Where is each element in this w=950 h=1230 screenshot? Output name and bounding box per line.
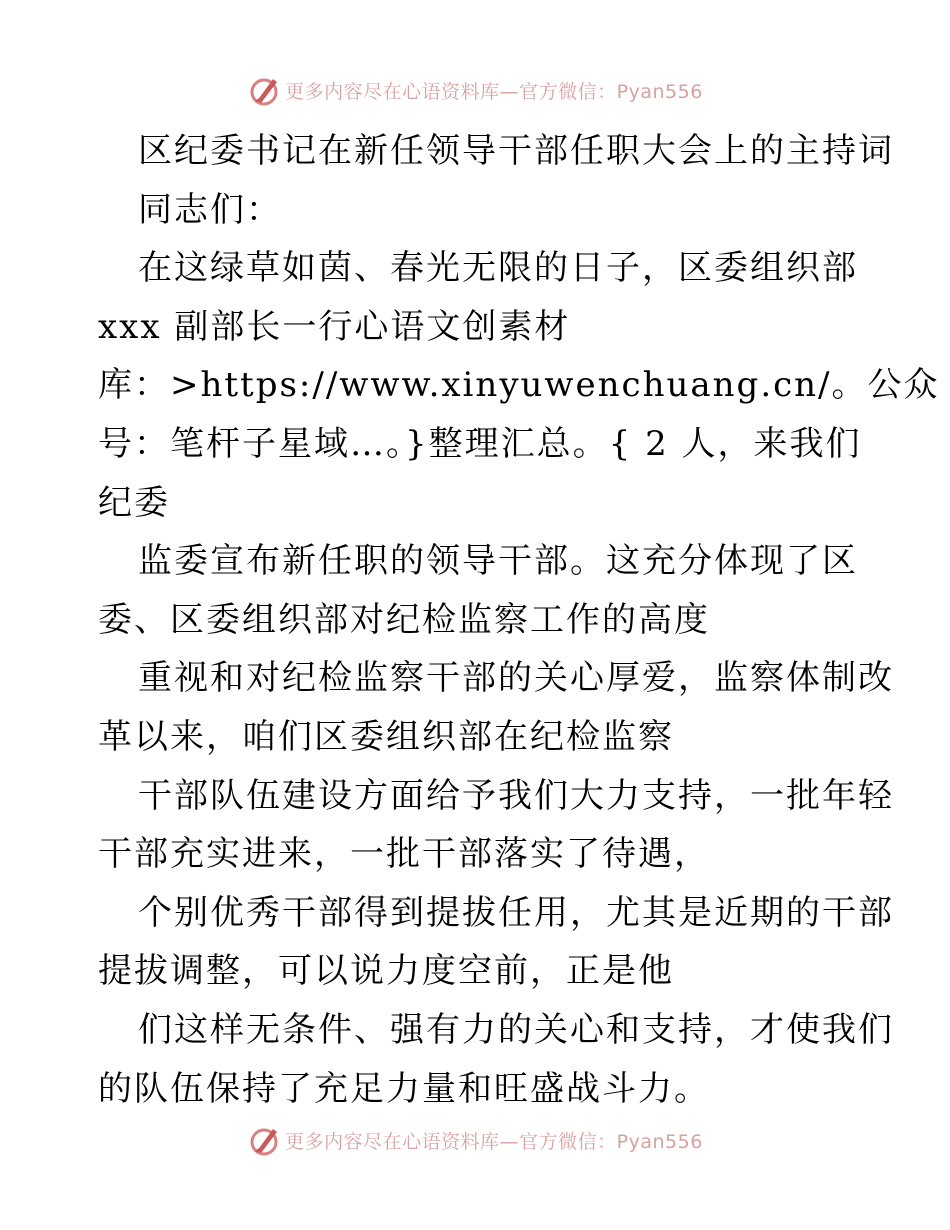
- text-line: 干部充实进来，一批干部落实了待遇，: [98, 834, 710, 875]
- text-line: 提拔调整，可以说力度空前，正是他: [98, 951, 674, 992]
- text-line: 库：>https://www.xinyuwenchuang.cn/。公众: [98, 365, 940, 406]
- quill-logo-icon: [247, 1123, 281, 1157]
- text-line: 号：笔杆子星域…。}整理汇总。{ 2 人，来我们: [98, 423, 862, 464]
- text-line: xxx 副部长一行心语文创素材: [98, 306, 571, 347]
- document-body: [98, 122, 940, 1118]
- watermark-text: 更多内容尽在心语资料库—官方微信：Pyan556: [285, 1130, 703, 1153]
- text-line: 革以来，咱们区委组织部在纪检监察: [98, 716, 674, 757]
- text-line: 干部队伍建设方面给予我们大力支持，一批年轻: [138, 775, 894, 816]
- text-line: 重视和对纪检监察干部的关心厚爱，监察体制改: [138, 658, 894, 699]
- quill-logo-icon: [247, 73, 281, 107]
- text-line: 个别优秀干部得到提拔任用，尤其是近期的干部: [138, 892, 894, 933]
- text-line: 同志们：: [138, 189, 282, 230]
- text-line: 在这绿草如茵、春光无限的日子，区委组织部: [138, 248, 858, 289]
- text-line: 纪委: [98, 482, 170, 523]
- text-line: 监委宣布新任职的领导干部。这充分体现了区: [138, 541, 858, 582]
- text-line: 的队伍保持了充足力量和旺盛战斗力。: [98, 1068, 710, 1109]
- header-watermark: [0, 70, 950, 110]
- footer-watermark: [0, 1120, 950, 1160]
- watermark-text: 更多内容尽在心语资料库—官方微信：Pyan556: [285, 80, 703, 103]
- text-line: 委、区委组织部对纪检监察工作的高度: [98, 599, 710, 640]
- text-line: 区纪委书记在新任领导干部任职大会上的主持词: [138, 131, 894, 171]
- text-line: 们这样无条件、强有力的关心和支持，才使我们: [138, 1009, 894, 1050]
